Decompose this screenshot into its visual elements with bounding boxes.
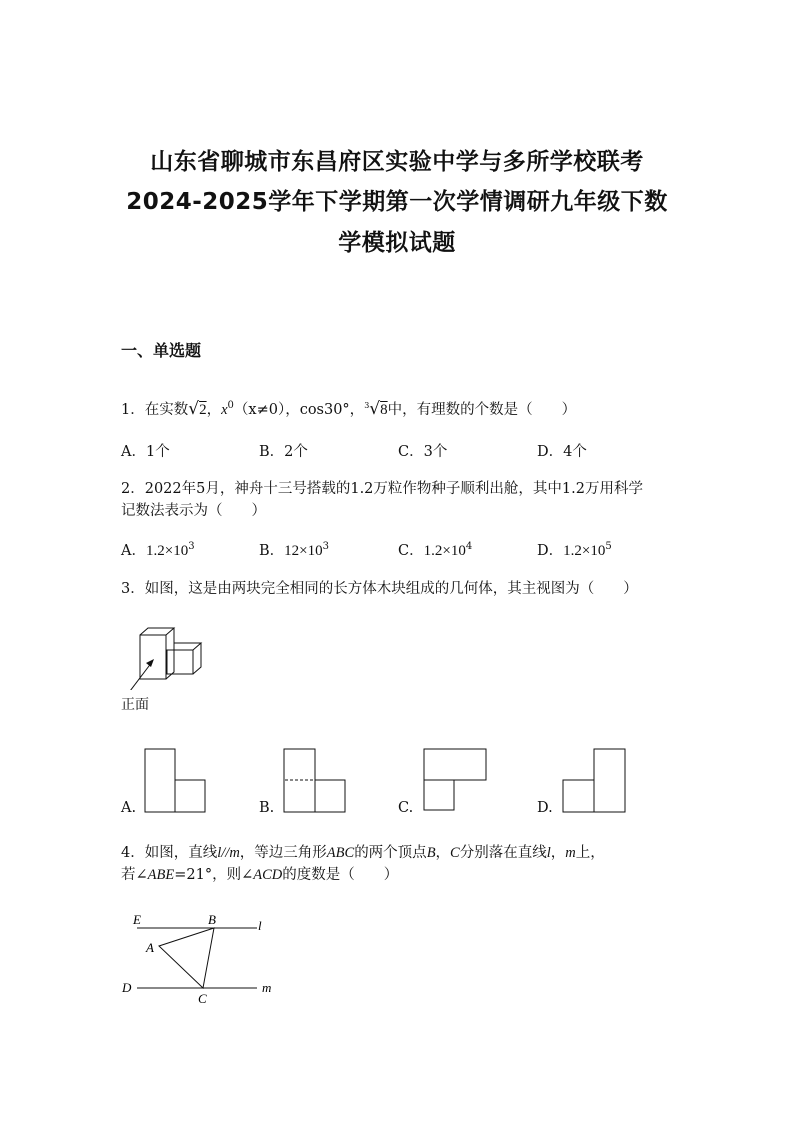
sqrt-radicand: 2 <box>199 401 207 418</box>
q2-d-exp: 5 <box>605 541 612 553</box>
small-block-front <box>167 650 193 674</box>
q4-l1-e: 上， <box>575 845 605 861</box>
q2-a-exp: 3 <box>188 541 195 553</box>
x-base: x <box>221 401 228 418</box>
q2-a-mantissa: 1.2×10 <box>145 543 189 559</box>
cbrt-symbol: √ <box>369 398 381 419</box>
q2-d-label: D． <box>537 543 564 559</box>
q1-option-c[interactable]: C．3个 <box>398 444 448 460</box>
question-4-line-1 <box>121 842 605 864</box>
q4-l2-c: 的度数是（ ） <box>282 867 399 883</box>
q3-option-c-figure[interactable] <box>422 748 488 813</box>
question-1 <box>121 395 576 421</box>
q4-comma: ， <box>435 845 451 861</box>
q2-d-mantissa: 1.2×10 <box>563 543 606 559</box>
x-exponent: 0 <box>227 400 234 411</box>
q2-option-a[interactable] <box>121 539 195 560</box>
q2-b-exp: 3 <box>322 541 329 553</box>
q4-l1-c: 的两个顶点 <box>354 845 427 861</box>
front-view-label: 正面 <box>121 697 149 713</box>
q3-option-c-label[interactable]: C. <box>398 800 414 816</box>
question-2-line-2: 记数法表示为（ ） <box>121 503 266 519</box>
q2-b-mantissa: 12×10 <box>284 543 323 559</box>
label-a: A <box>146 940 154 955</box>
q4-c: C <box>450 845 460 861</box>
label-d: D <box>122 980 132 995</box>
q2-a-label: A． <box>121 543 146 559</box>
title-line-2: 2024-2025学年下学期第一次学情调研九年级下数 <box>126 189 668 215</box>
q2-b-label: B． <box>259 543 285 559</box>
small-block-top <box>174 643 201 650</box>
q3-option-a-figure[interactable] <box>143 748 208 813</box>
q4-l1-a: 4．如图，直线 <box>121 845 218 861</box>
q2-option-b[interactable] <box>259 539 329 560</box>
q2-option-c[interactable] <box>398 539 472 560</box>
q4-lm: l//m <box>217 845 240 861</box>
q1-prefix: 1．在实数 <box>121 401 189 418</box>
question-2-line-1: 2．2022年5月，神舟十三号搭载的1.2万粒作物种子顺利出舱，其中1.2万用科学 <box>121 481 643 497</box>
label-c: C <box>198 991 207 1006</box>
question-4-line-2 <box>121 864 398 886</box>
q1-suffix: 中，有理数的个数是（ ） <box>387 401 577 418</box>
q4-abe: ABE <box>147 867 175 883</box>
front-arrow-head <box>146 659 154 667</box>
tall-block-top <box>140 628 174 635</box>
q3-option-d-figure[interactable] <box>561 748 627 813</box>
q4-b: B <box>426 845 436 861</box>
q4-acd: ACD <box>253 867 283 883</box>
q4-l: l <box>546 845 551 861</box>
q2-c-label: C． <box>398 543 424 559</box>
q1-option-d[interactable]: D．4个 <box>537 444 587 460</box>
label-b: B <box>208 912 216 927</box>
section-heading: 一、单选题 <box>121 341 202 360</box>
q2-c-exp: 4 <box>465 541 473 553</box>
question-3: 3．如图，这是由两块完全相同的长方体木块组成的几何体，其主视图为（ ） <box>121 581 638 597</box>
q3-option-d-label[interactable]: D. <box>537 800 553 816</box>
sqrt-symbol: √ <box>188 398 200 419</box>
q1-option-a[interactable]: A．1个 <box>121 444 170 460</box>
q4-geometry-figure <box>115 905 285 1010</box>
q4-m: m <box>565 845 576 861</box>
q3-solid-figure <box>115 620 215 690</box>
q4-l1-b: ，等边三角形 <box>239 845 327 861</box>
q2-option-d[interactable] <box>537 539 612 560</box>
label-e: E <box>133 912 141 927</box>
triangle-abc <box>159 928 214 988</box>
q3-option-a-label[interactable]: A. <box>121 800 137 816</box>
q1-option-b[interactable]: B．2个 <box>259 444 308 460</box>
q4-l1-d: 分别落在直线 <box>459 845 547 861</box>
q2-c-mantissa: 1.2×10 <box>423 543 466 559</box>
q4-l2-a: 若∠ <box>121 867 148 883</box>
label-l: l <box>258 918 262 933</box>
cbrt-index: 3 <box>364 401 370 410</box>
q1-sep: ， <box>206 401 222 418</box>
cbrt-radicand: 8 <box>380 401 388 418</box>
title-line-1: 山东省聊城市东昌府区实验中学与多所学校联考 <box>150 149 644 175</box>
small-block-side <box>193 643 201 674</box>
q3-option-b-figure[interactable] <box>282 748 348 813</box>
q4-abc: ABC <box>326 845 355 861</box>
title-line-3: 学模拟试题 <box>338 230 456 256</box>
label-m: m <box>262 980 272 995</box>
q4-comma-2: ， <box>550 845 566 861</box>
q4-l2-b: =21°，则∠ <box>174 867 254 883</box>
q3-option-b-label[interactable]: B. <box>259 800 275 816</box>
q1-condition: （x≠0），cos30°， <box>233 401 365 418</box>
